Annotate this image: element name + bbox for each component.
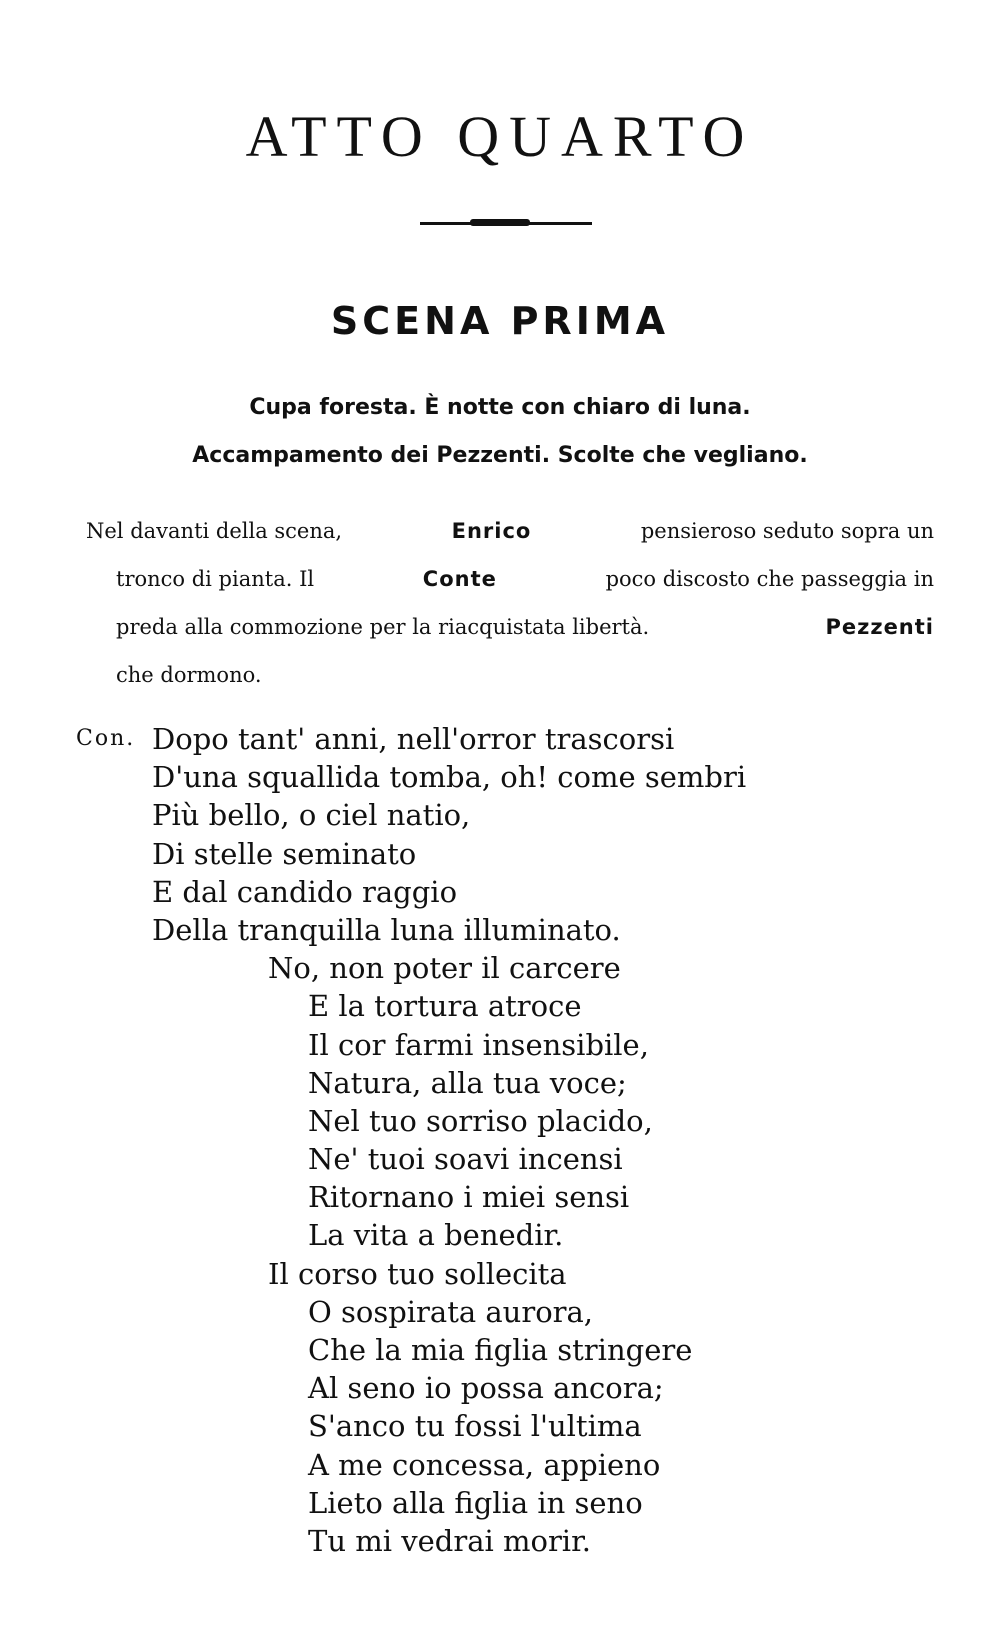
stage-text: poco discosto che passeggia in — [605, 567, 934, 591]
verse-line: Il corso tuo sollecita — [268, 1256, 567, 1291]
verse-line: Natura, alla tua voce; — [308, 1065, 627, 1100]
rule-ornament — [470, 219, 530, 226]
verse-line: O sospirata aurora, — [308, 1294, 594, 1329]
verse-line: A me concessa, appieno — [308, 1447, 661, 1482]
stage-text: preda alla commozione per la riacquistata libertà. — [116, 615, 650, 639]
speaker-label: Con. — [76, 726, 136, 751]
verse-line: Nel tuo sorriso placido, — [308, 1103, 653, 1138]
verse-line: No, non poter il carcere — [268, 951, 621, 986]
verse-line: Di stelle seminato — [152, 836, 417, 871]
verse-line: Ne' tuoi soavi incensi — [308, 1142, 623, 1177]
verse-line: Al seno io possa ancora; — [308, 1371, 664, 1406]
verse-line: Della tranquilla luna illuminato. — [152, 912, 621, 947]
verse-block — [0, 720, 1000, 1560]
character-name-conte: Conte — [422, 567, 497, 591]
verse-line: Ritornano i miei sensi — [308, 1180, 630, 1215]
stage-line-2 — [86, 555, 934, 603]
stage-line-1 — [86, 507, 934, 555]
verse-line: Lieto alla figlia in seno — [308, 1485, 643, 1520]
verse-line: Il cor farmi insensibile, — [308, 1027, 649, 1062]
scene-title: SCENA PRIMA — [330, 299, 670, 343]
setting-line-1: Cupa foresta. È notte con chiaro di luna. — [249, 395, 751, 420]
verse-line: D'una squallida tomba, oh! come sembri — [152, 760, 747, 795]
stage-text: tronco di pianta. Il — [116, 567, 315, 591]
verse-line: E la tortura atroce — [308, 989, 582, 1024]
stage-line-4 — [86, 651, 934, 699]
stage-text: pensieroso seduto sopra un — [640, 519, 934, 543]
verse-line — [0, 720, 1000, 758]
verse-line: Che la mia figlia stringere — [308, 1333, 693, 1367]
scene-setting — [0, 384, 1000, 480]
stage-text: che dormono. — [116, 663, 262, 687]
verse-text: Dopo tant' anni, nell'orror trascorsi — [152, 722, 675, 756]
verse-line: S'anco tu fossi l'ultima — [308, 1409, 642, 1444]
verse-line: E dal candido raggio — [152, 874, 458, 909]
verse-line: Tu mi vedrai morir. — [308, 1523, 591, 1558]
stage-text: Nel davanti della scena, — [86, 519, 343, 543]
verse-line: La vita a benedir. — [308, 1218, 564, 1253]
stage-line-3 — [86, 603, 934, 651]
stage-direction — [86, 507, 934, 699]
verse-line: Più bello, o ciel natio, — [152, 798, 471, 833]
character-name-enrico: Enrico — [451, 519, 532, 543]
act-title: ATTO QUARTO — [245, 104, 755, 169]
setting-line-2: Accampamento dei Pezzenti. Scolte che vegliano. — [192, 443, 808, 468]
character-name-pezzenti: Pezzenti — [825, 615, 934, 639]
